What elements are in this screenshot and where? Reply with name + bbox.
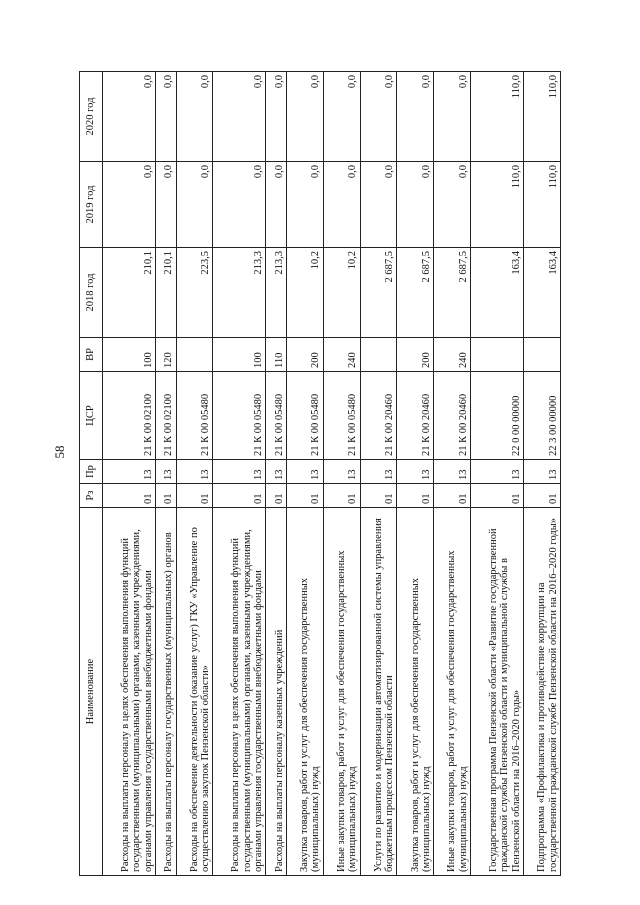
cell-2019: 0,0 [176,162,213,248]
cell-2020: 0,0 [287,72,324,162]
cell-pr: 13 [524,460,561,484]
cell-name: Расходы на выплаты персоналу казенных учреждений [266,508,287,876]
cell-rz: 01 [266,484,287,508]
cell-vr: 240 [434,338,471,372]
cell-name: Подпрограмма «Профилактика и противодействие коррупции на государственной гражданской службе Пензенской области на 2016–2020 годы» [524,508,561,876]
cell-csr: 22 3 00 00000 [524,372,561,460]
header-2018: 2018 год [80,248,103,338]
cell-csr: 21 К 00 05480 [176,372,213,460]
cell-2020: 0,0 [156,72,177,162]
cell-rz: 01 [524,484,561,508]
cell-rz: 01 [360,484,397,508]
cell-2018: 223,5 [176,248,213,338]
cell-2019: 110,0 [471,162,524,248]
cell-csr: 21 К 00 20460 [397,372,434,460]
table-row [103,72,156,876]
cell-2020: 0,0 [103,72,156,162]
cell-pr: 13 [213,460,266,484]
cell-vr [176,338,213,372]
cell-name: Расходы на выплаты персоналу государственных (муниципальных) органов [156,508,177,876]
cell-csr: 21 К 00 05480 [323,372,360,460]
cell-name: Государственная программа Пензенской области «Развитие государственной гражданской службы Пензенской области и муниципальной службы в Пензенской области на 2016–2020 годы» [471,508,524,876]
table-row [471,72,524,876]
header-csr: ЦСР [80,372,103,460]
page-number: 58 [52,445,67,459]
cell-pr: 13 [471,460,524,484]
cell-pr: 13 [360,460,397,484]
cell-2020: 110,0 [471,72,524,162]
cell-2019: 0,0 [323,162,360,248]
cell-pr: 13 [103,460,156,484]
cell-vr [471,338,524,372]
cell-rz: 01 [213,484,266,508]
cell-pr: 13 [266,460,287,484]
cell-name: Закупка товаров, работ и услуг для обеспечения государственных (муниципальных) нужд [287,508,324,876]
cell-pr: 13 [176,460,213,484]
cell-2018: 163,4 [524,248,561,338]
cell-csr: 21 К 00 20460 [434,372,471,460]
cell-vr: 200 [397,338,434,372]
cell-2019: 0,0 [434,162,471,248]
cell-rz: 01 [397,484,434,508]
cell-csr: 22 0 00 00000 [471,372,524,460]
cell-pr: 13 [287,460,324,484]
cell-vr: 200 [287,338,324,372]
cell-name: Расходы на выплаты персоналу в целях обеспечения выполнения функций государственными (муниципальными) органами, казенными учреждениями, органами управления государственными внебюджетными фондами [103,508,156,876]
header-pr: Пр [80,460,103,484]
cell-pr: 13 [434,460,471,484]
cell-2019: 0,0 [213,162,266,248]
header-2019: 2019 год [80,162,103,248]
cell-2020: 0,0 [360,72,397,162]
cell-csr: 21 К 00 02100 [156,372,177,460]
cell-2019: 0,0 [360,162,397,248]
cell-rz: 01 [176,484,213,508]
table-row [266,72,287,876]
cell-csr: 21 К 00 20460 [360,372,397,460]
cell-vr: 100 [213,338,266,372]
cell-rz: 01 [287,484,324,508]
table-row [434,72,471,876]
cell-pr: 13 [156,460,177,484]
cell-2018: 2 687,5 [434,248,471,338]
cell-2019: 0,0 [397,162,434,248]
cell-rz: 01 [434,484,471,508]
cell-name: Расходы на выплаты персоналу в целях обеспечения выполнения функций государственными (муниципальными) органами, казенными учреждениями, органами управления государственными внебюджетными фондами [213,508,266,876]
cell-2020: 0,0 [266,72,287,162]
cell-2018: 2 687,5 [360,248,397,338]
header-rz: Рз [80,484,103,508]
cell-rz: 01 [471,484,524,508]
header-vr: ВР [80,338,103,372]
cell-name: Иные закупки товаров, работ и услуг для обеспечения государственных (муниципальных) нужд [323,508,360,876]
cell-name: Расходы на обеспечение деятельности (оказание услуг) ГКУ «Управление по осуществлению закупок Пензенской области» [176,508,213,876]
cell-2019: 0,0 [287,162,324,248]
cell-vr: 110 [266,338,287,372]
cell-2020: 0,0 [323,72,360,162]
cell-2018: 10,2 [323,248,360,338]
cell-2020: 0,0 [176,72,213,162]
header-2020: 2020 год [80,72,103,162]
cell-2018: 2 687,5 [397,248,434,338]
cell-2019: 0,0 [103,162,156,248]
cell-2018: 213,3 [266,248,287,338]
cell-2018: 210,1 [103,248,156,338]
table-row [397,72,434,876]
cell-2020: 110,0 [524,72,561,162]
cell-rz: 01 [323,484,360,508]
cell-2019: 110,0 [524,162,561,248]
table-row [156,72,177,876]
cell-csr: 21 К 00 02100 [103,372,156,460]
budget-table [79,71,561,876]
table-header-row [80,72,103,876]
rotated-page-content [79,72,561,876]
cell-vr: 100 [103,338,156,372]
cell-rz: 01 [103,484,156,508]
table-row [213,72,266,876]
cell-2018: 10,2 [287,248,324,338]
cell-vr [360,338,397,372]
cell-vr: 240 [323,338,360,372]
cell-vr: 120 [156,338,177,372]
cell-name: Иные закупки товаров, работ и услуг для обеспечения государственных (муниципальных) нужд [434,508,471,876]
table-row [360,72,397,876]
cell-name: Закупка товаров, работ и услуг для обеспечения государственных (муниципальных) нужд [397,508,434,876]
cell-2018: 210,1 [156,248,177,338]
cell-2019: 0,0 [156,162,177,248]
table-row [524,72,561,876]
cell-csr: 21 К 00 05480 [213,372,266,460]
cell-pr: 13 [397,460,434,484]
cell-2020: 0,0 [397,72,434,162]
table-row [323,72,360,876]
cell-2020: 0,0 [434,72,471,162]
cell-csr: 21 К 00 05480 [287,372,324,460]
cell-2018: 213,3 [213,248,266,338]
cell-rz: 01 [156,484,177,508]
cell-csr: 21 К 00 05480 [266,372,287,460]
header-name: Наименование [80,508,103,876]
table-row [176,72,213,876]
table-row [287,72,324,876]
cell-2019: 0,0 [266,162,287,248]
cell-pr: 13 [323,460,360,484]
cell-2018: 163,4 [471,248,524,338]
cell-2020: 0,0 [213,72,266,162]
cell-vr [524,338,561,372]
cell-name: Услуги по развитию и модернизации автоматизированной системы управления бюджетным процессом Пензенской области [360,508,397,876]
